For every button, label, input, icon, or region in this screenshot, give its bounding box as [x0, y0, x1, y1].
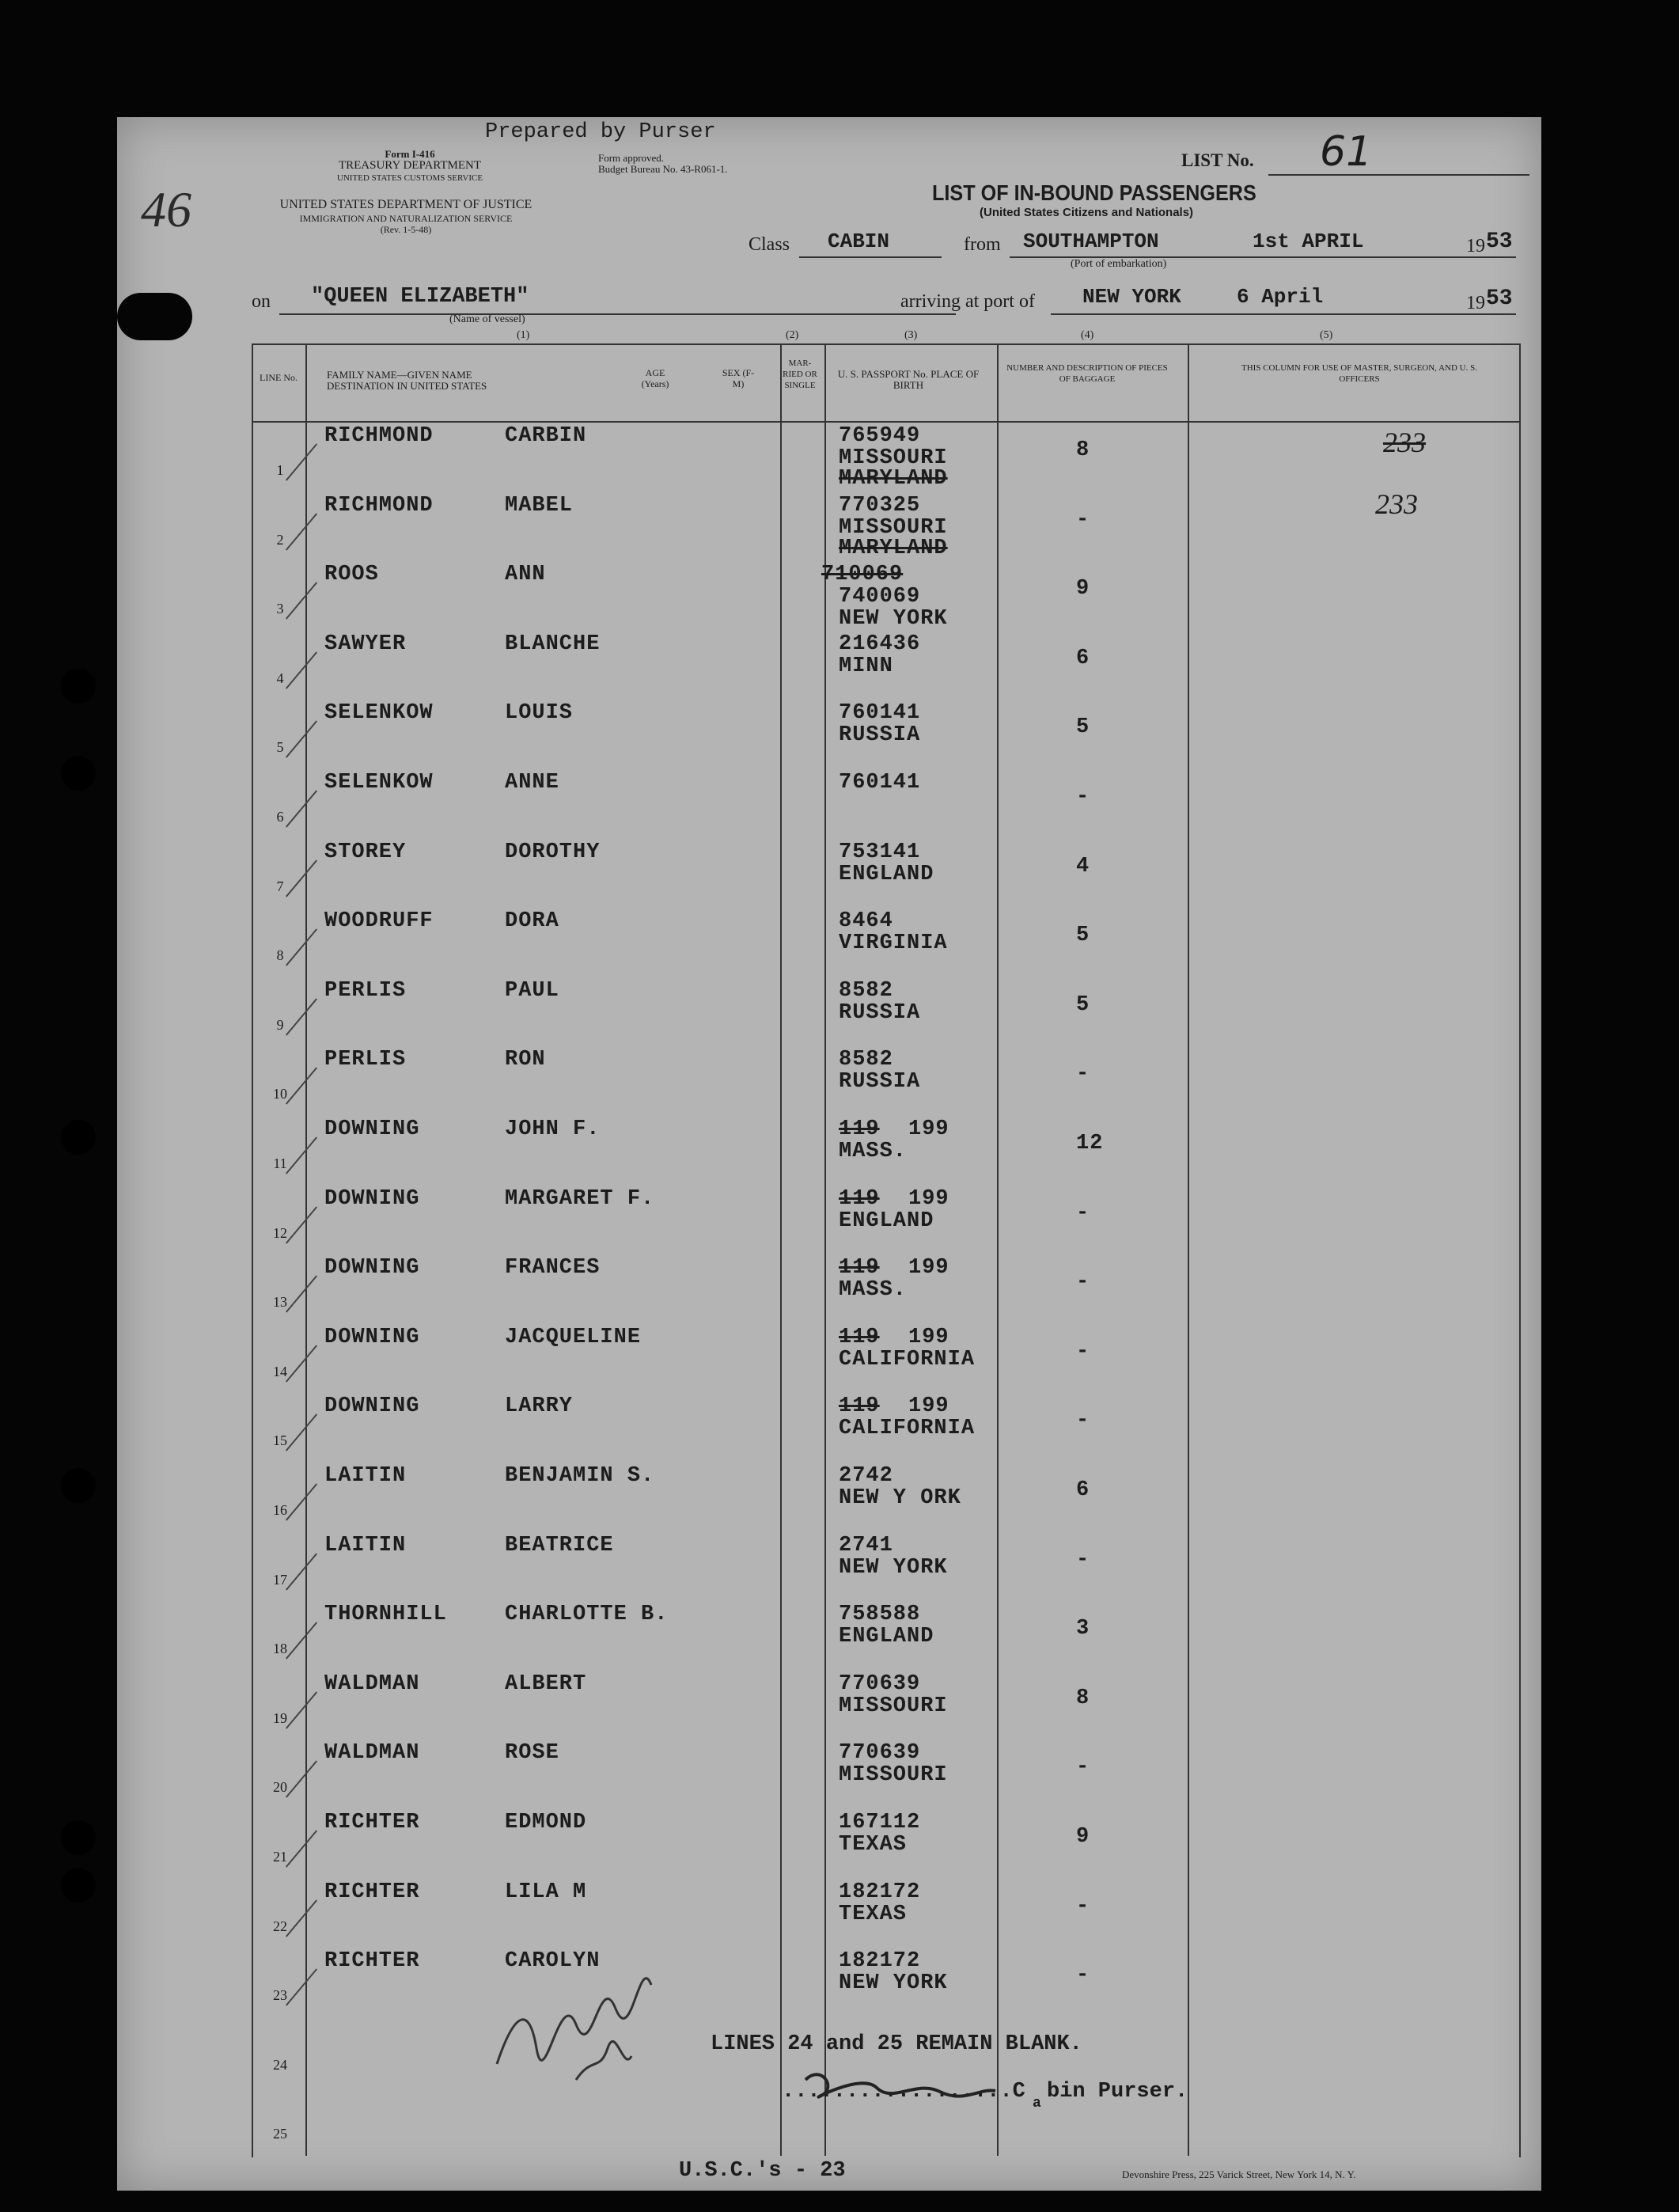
- list-title: LIST OF IN-BOUND PASSENGERS: [932, 180, 1256, 205]
- col-age: AGE (Years): [641, 367, 669, 389]
- col-passport: U. S. PASSPORT No. PLACE OF BIRTH: [837, 368, 980, 391]
- passport-number: 199: [908, 1394, 949, 1419]
- budget-bureau: Budget Bureau No. 43-R061-1.: [598, 163, 728, 175]
- birthplace: NEW YORK: [839, 1555, 948, 1580]
- header-divider: [252, 421, 1519, 423]
- ins-service: IMMIGRATION AND NATURALIZATION SERVICE: [299, 213, 513, 224]
- officer-note-2: 233: [1375, 488, 1418, 520]
- struck-passport: 119: [839, 1394, 880, 1419]
- given-name: BEATRICE: [505, 1533, 614, 1558]
- given-name: RON: [505, 1048, 546, 1072]
- col-num-3: (3): [904, 329, 918, 341]
- family-name: DOWNING: [324, 1256, 420, 1281]
- baggage-count: -: [1076, 1339, 1090, 1364]
- birthplace: RUSSIA: [839, 1000, 921, 1025]
- form-number: Form I-416: [385, 148, 435, 160]
- given-name: ALBERT: [505, 1671, 587, 1696]
- family-name: RICHMOND: [324, 424, 434, 448]
- line-number: 3: [276, 601, 284, 617]
- col-line-no: LINE No.: [260, 372, 298, 383]
- birthplace: MASS.: [839, 1140, 908, 1163]
- line-number: 11: [273, 1155, 287, 1171]
- line-number: 10: [273, 1086, 287, 1102]
- list-no-label: LIST No.: [1181, 150, 1254, 170]
- birthplace: ENGLAND: [839, 1625, 934, 1649]
- line-number: 1: [276, 462, 284, 478]
- given-name: LILA M: [505, 1880, 587, 1904]
- punch-hole: [61, 756, 96, 791]
- struck-passport: 710069: [821, 563, 904, 587]
- family-name: ROOS: [324, 563, 379, 587]
- given-name: CARBIN: [505, 424, 587, 448]
- class-value: CABIN: [828, 230, 890, 253]
- given-name: BLANCHE: [505, 632, 601, 656]
- from-label: from: [964, 234, 1001, 255]
- given-name: FRANCES: [505, 1256, 601, 1281]
- passport-number: 8582: [839, 1048, 893, 1072]
- baggage-count: 3: [1076, 1617, 1090, 1641]
- baggage-count: 5: [1076, 992, 1090, 1017]
- birthplace: ENGLAND: [839, 862, 934, 886]
- family-name: DOWNING: [324, 1186, 420, 1211]
- family-name: SAWYER: [324, 632, 407, 656]
- baggage-count: 12: [1076, 1132, 1104, 1155]
- line-number: 15: [273, 1432, 287, 1449]
- vline-officers: [1188, 345, 1189, 2156]
- struck-birthplace: MARYLAND: [839, 467, 948, 491]
- purser-signature: [790, 2056, 1011, 2111]
- given-name: LARRY: [505, 1394, 574, 1419]
- passport-number: 770639: [839, 1671, 921, 1696]
- passport-number: 199: [908, 1186, 949, 1211]
- punch-hole: [61, 1120, 96, 1155]
- family-name: SELENKOW: [324, 771, 434, 795]
- col-num-4: (4): [1081, 329, 1094, 341]
- baggage-count: -: [1076, 1270, 1090, 1295]
- vline-passport: [824, 345, 826, 2156]
- passport-number: 760141: [839, 701, 921, 726]
- birthplace: RUSSIA: [839, 723, 921, 748]
- line-number: 21: [273, 1849, 287, 1865]
- form-approved: Form approved.: [598, 152, 665, 164]
- arrival-port: NEW YORK: [1082, 285, 1181, 309]
- port-embark-note: (Port of embarkation): [1071, 258, 1167, 270]
- purser-dots: ..................C: [782, 2080, 1025, 2104]
- given-name: MARGARET F.: [505, 1186, 655, 1211]
- birthplace: NEW Y ORK: [839, 1486, 961, 1510]
- passport-number: 765949: [839, 424, 921, 448]
- col-name: FAMILY NAME—GIVEN NAME: [327, 369, 472, 381]
- line-number: 5: [276, 739, 284, 756]
- justice-dept: UNITED STATES DEPARTMENT OF JUSTICE: [279, 198, 533, 211]
- baggage-count: 4: [1076, 854, 1090, 878]
- vessel-name: "QUEEN ELIZABETH": [311, 285, 529, 309]
- handwritten-signature: [481, 1937, 687, 2096]
- col-num-5: (5): [1320, 329, 1333, 341]
- given-name: LOUIS: [505, 701, 574, 726]
- given-name: ANNE: [505, 771, 559, 795]
- passport-number: 2742: [839, 1464, 893, 1488]
- passport-number: 770639: [839, 1741, 921, 1766]
- passport-number: 199: [908, 1325, 949, 1349]
- line-number: 17: [273, 1571, 287, 1588]
- baggage-count: 8: [1076, 1686, 1090, 1710]
- line-number: 9: [276, 1016, 284, 1033]
- birthplace: RUSSIA: [839, 1070, 921, 1095]
- torn-edge: [117, 293, 192, 340]
- given-name: CHARLOTTE B.: [505, 1603, 669, 1627]
- line-number: 14: [273, 1363, 287, 1379]
- given-name: BENJAMIN S.: [505, 1464, 655, 1488]
- arrival-year: 53: [1486, 286, 1513, 311]
- baggage-count: -: [1076, 1894, 1090, 1918]
- struck-passport: 119: [839, 1256, 880, 1281]
- passport-number: 760141: [839, 771, 921, 795]
- line-number: 24: [273, 2056, 287, 2073]
- passport-number: 182172: [839, 1880, 921, 1904]
- class-label: Class: [749, 234, 790, 255]
- baggage-count: -: [1076, 1547, 1090, 1572]
- line-number: 25: [273, 2126, 287, 2142]
- baggage-count: -: [1076, 1963, 1090, 1988]
- birthplace: TEXAS: [839, 1902, 908, 1926]
- line-number: 7: [276, 878, 284, 894]
- passport-number: 740069: [839, 585, 921, 609]
- birthplace: ENGLAND: [839, 1208, 934, 1233]
- depart-year-prefix: 19: [1466, 236, 1485, 256]
- on-label: on: [252, 291, 271, 312]
- passport-number: 199: [908, 1117, 949, 1141]
- baggage-count: 9: [1076, 1825, 1090, 1849]
- punch-hole: [61, 1868, 96, 1903]
- birthplace: MISSOURI: [839, 515, 948, 540]
- col-married: MAR-RIED OR SINGLE: [783, 359, 817, 390]
- baggage-count: -: [1076, 1409, 1090, 1433]
- punch-hole: [61, 1468, 96, 1503]
- family-name: LAITIN: [324, 1533, 407, 1558]
- passport-number: 182172: [839, 1949, 921, 1974]
- revision: (Rev. 1-5-48): [380, 224, 432, 235]
- given-name: EDMOND: [505, 1811, 587, 1834]
- baggage-count: -: [1076, 1062, 1090, 1087]
- printer-imprint: Devonshire Press, 225 Varick Street, New York 14, N. Y.: [1122, 2168, 1356, 2180]
- list-no-value: 61: [1320, 128, 1373, 176]
- family-name: RICHTER: [324, 1880, 420, 1904]
- line-number: 8: [276, 947, 284, 964]
- given-name: MABEL: [505, 493, 574, 518]
- birthplace: MISSOURI: [839, 1694, 948, 1718]
- line-number: 4: [276, 670, 284, 686]
- struck-birthplace: MARYLAND: [839, 536, 948, 560]
- line-number: 13: [273, 1294, 287, 1311]
- manifest-sheet: [117, 117, 1541, 2191]
- given-name: ROSE: [505, 1741, 559, 1766]
- family-name: STOREY: [324, 840, 407, 864]
- birthplace: MINN: [839, 654, 893, 678]
- passport-number: 770325: [839, 493, 921, 518]
- purser-sub: a: [1033, 2096, 1041, 2111]
- vessel-note: (Name of vessel): [449, 313, 525, 325]
- baggage-count: 6: [1076, 1478, 1090, 1502]
- given-name: JACQUELINE: [505, 1325, 642, 1349]
- line-number: 2: [276, 531, 284, 548]
- col-baggage: NUMBER AND DESCRIPTION OF PIECES OF BAGGAGE: [1006, 363, 1168, 384]
- arrival-year-prefix: 19: [1466, 293, 1485, 313]
- prepared-by: Prepared by Purser: [485, 120, 716, 144]
- line-number: 6: [276, 809, 284, 825]
- family-name: WALDMAN: [324, 1671, 420, 1696]
- col-officers: THIS COLUMN FOR USE OF MASTER, SURGEON, AND U. S. OFFICERS: [1241, 363, 1477, 384]
- col-num-2: (2): [786, 329, 799, 341]
- punch-hole: [61, 1820, 96, 1855]
- birthplace: MISSOURI: [839, 1763, 948, 1788]
- baggage-count: 6: [1076, 646, 1090, 670]
- line-number: 23: [273, 1987, 287, 2004]
- family-name: THORNHILL: [324, 1603, 447, 1627]
- struck-passport: 119: [839, 1117, 880, 1141]
- line-number: 20: [273, 1779, 287, 1796]
- vline-line: [305, 345, 307, 2156]
- baggage-count: 5: [1076, 924, 1090, 948]
- line-number: 19: [273, 1709, 287, 1726]
- family-name: WOODRUFF: [324, 909, 434, 934]
- birthplace: CALIFORNIA: [839, 1347, 976, 1372]
- usc-count: U.S.C.'s - 23: [679, 2159, 846, 2183]
- baggage-count: -: [1076, 507, 1090, 532]
- col-num-1: (1): [517, 329, 530, 341]
- depart-date: 1st APRIL: [1253, 230, 1364, 253]
- birthplace: NEW YORK: [839, 1971, 948, 1996]
- given-name: DORA: [505, 909, 559, 934]
- family-name: LAITIN: [324, 1464, 407, 1488]
- passport-number: 753141: [839, 840, 921, 864]
- struck-passport: 119: [839, 1325, 880, 1349]
- baggage-count: -: [1076, 1201, 1090, 1225]
- passport-number: 8464: [839, 909, 893, 934]
- officer-note-1: 233: [1383, 427, 1426, 458]
- family-name: DOWNING: [324, 1394, 420, 1419]
- given-name: CAROLYN: [505, 1949, 601, 1974]
- birthplace: MISSOURI: [839, 446, 948, 470]
- vline-baggage: [997, 345, 999, 2156]
- passport-number: 2741: [839, 1533, 893, 1558]
- vline-married: [780, 345, 782, 2156]
- baggage-count: 5: [1076, 715, 1090, 740]
- line-number: 22: [273, 1918, 287, 1934]
- birthplace: MASS.: [839, 1278, 908, 1303]
- given-name: PAUL: [505, 978, 559, 1003]
- passport-number: 216436: [839, 632, 921, 656]
- family-name: RICHMOND: [324, 493, 434, 518]
- family-name: DOWNING: [324, 1117, 420, 1141]
- family-name: PERLIS: [324, 978, 407, 1003]
- birthplace: NEW YORK: [839, 607, 948, 632]
- baggage-count: 8: [1076, 438, 1090, 462]
- list-subtitle: (United States Citizens and Nationals): [980, 206, 1194, 219]
- from-value: SOUTHAMPTON: [1023, 230, 1159, 253]
- punch-hole: [61, 669, 96, 704]
- arriving-label: arriving at port of: [900, 291, 1035, 312]
- baggage-count: -: [1076, 1755, 1090, 1780]
- line-number: 16: [273, 1502, 287, 1518]
- given-name: DOROTHY: [505, 840, 601, 864]
- depart-year: 53: [1486, 230, 1513, 254]
- birthplace: CALIFORNIA: [839, 1417, 976, 1441]
- given-name: ANN: [505, 563, 546, 587]
- passport-number: 8582: [839, 978, 893, 1003]
- family-name: RICHTER: [324, 1811, 420, 1834]
- family-name: WALDMAN: [324, 1741, 420, 1766]
- col-sex: SEX (F-M): [722, 367, 755, 389]
- list-no-line: [1268, 150, 1529, 176]
- birthplace: TEXAS: [839, 1833, 908, 1857]
- col-destination: DESTINATION IN UNITED STATES: [327, 380, 487, 392]
- line-number: 18: [273, 1641, 287, 1657]
- family-name: SELENKOW: [324, 701, 434, 726]
- baggage-count: 9: [1076, 577, 1090, 601]
- purser-title: bin Purser.: [1047, 2080, 1188, 2104]
- family-name: DOWNING: [324, 1325, 420, 1349]
- blank-lines-note: LINES 24 and 25 REMAIN BLANK.: [711, 2032, 1082, 2056]
- given-name: JOHN F.: [505, 1117, 601, 1141]
- passport-number: 199: [908, 1256, 949, 1281]
- arrival-date: 6 April: [1237, 285, 1324, 309]
- margin-note: 46: [141, 181, 191, 237]
- struck-passport: 119: [839, 1186, 880, 1211]
- birthplace: VIRGINIA: [839, 931, 948, 956]
- passport-number: 758588: [839, 1603, 921, 1627]
- passport-number: 167112: [839, 1811, 921, 1834]
- treasury-dept: TREASURY DEPARTMENT: [338, 159, 482, 172]
- line-number: 12: [273, 1224, 287, 1241]
- customs-service: UNITED STATES CUSTOMS SERVICE: [336, 173, 483, 183]
- baggage-count: -: [1076, 785, 1090, 809]
- family-name: RICHTER: [324, 1949, 420, 1974]
- family-name: PERLIS: [324, 1048, 407, 1072]
